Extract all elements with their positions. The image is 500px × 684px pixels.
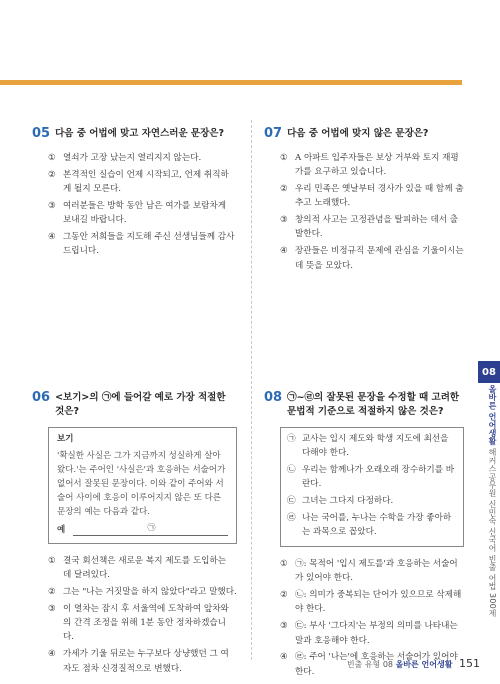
column-divider (251, 120, 253, 660)
option-mark: ③ (48, 603, 56, 614)
page-number: 151 (459, 657, 480, 670)
option-text: 결국 회선책은 새로운 복지 제도를 도입하는 데 달려있다. (63, 556, 227, 581)
question-text: <보기>의 ㉠에 들어갈 예로 가장 적절한 것은? (55, 392, 226, 417)
option-text: 우리 민족은 옛날부터 경사가 있을 때 함께 춤추고 노래했다. (295, 184, 464, 209)
option-text: ㉡: 의미가 중복되는 단어가 있으므로 삭제해야 한다. (295, 590, 462, 615)
option-text: 그동안 저희들을 지도해 주신 선생님들께 감사드립니다. (63, 231, 235, 257)
page-footer (347, 657, 480, 670)
question-number: 05 (32, 126, 51, 141)
question-text: ㉠~㉣의 잘못된 문장을 수정할 때 고려한 문법적 기준으로 적절하지 않은 것은? (287, 392, 460, 417)
question-header (32, 390, 237, 419)
side-subtitle: 해커스공무원 신민숙 신국어 빈출 어법 300제 (488, 448, 497, 618)
option-list (48, 151, 237, 259)
example-box-body: '확실한 사실은 그가 지금까지 성실하게 살아왔다.'는 주어인 '사실은'과 호응하는 서술어가 없어서 잘못된 문장이다. 이와 같이 주어와 서술어 사이에 호응이 이루어지지 않은 또 다른 문장의 예는 다음과 같다. (57, 451, 226, 517)
option-item[interactable] (280, 244, 464, 273)
side-chapter-label (480, 385, 498, 618)
sentence-box (280, 427, 464, 547)
question-07 (264, 126, 464, 275)
option-text: 이 열차는 잠시 후 서울역에 도착하여 앞차와의 간격 조정을 위해 1분 동안 정차하겠습니다. (63, 603, 229, 643)
option-text: ㉣: 주어 '나는'에 호응하는 서술어가 있어야 한다. (295, 652, 458, 677)
option-mark: ④ (48, 649, 56, 660)
question-header (32, 126, 237, 141)
option-text: 열쇠가 고장 났는지 열리지지 않는다. (63, 153, 202, 163)
option-item[interactable] (280, 588, 464, 617)
top-accent-bar (0, 80, 462, 85)
option-item[interactable] (48, 199, 237, 228)
box-item-mark: ㉢ (287, 496, 296, 507)
box-item-text: 그녀는 그다지 다정하다. (302, 496, 394, 507)
option-mark: ③ (280, 215, 288, 226)
option-mark: ③ (280, 621, 288, 632)
option-mark: ② (280, 184, 288, 195)
blank-mark: ㉠ (147, 523, 156, 532)
option-text: 가세가 기울 뒤로는 누구보다 상냥했던 그 여자도 점차 신경질적으로 변했다. (63, 649, 229, 674)
option-mark: ④ (280, 246, 288, 257)
option-mark: ① (280, 559, 288, 570)
option-item[interactable] (48, 602, 237, 645)
question-text: 다음 중 어법에 맞지 않은 문장은? (287, 128, 429, 139)
option-item[interactable] (48, 647, 237, 676)
option-item[interactable] (280, 557, 464, 586)
question-number: 06 (32, 390, 51, 405)
example-box-title: 보기 (57, 434, 74, 444)
option-mark: ④ (280, 652, 288, 663)
option-mark: ④ (48, 231, 56, 242)
option-item[interactable] (48, 230, 237, 259)
question-header (264, 126, 464, 141)
example-blank-row (57, 523, 228, 537)
box-item (287, 432, 457, 461)
option-list (48, 554, 237, 676)
box-item-text: 우리는 함께나가 오래오래 장수하기를 바란다. (302, 465, 455, 490)
option-text: 본격적인 실습이 언제 시작되고, 언제 취직하게 될지 모른다. (63, 169, 229, 195)
option-mark: ③ (48, 200, 56, 211)
option-item[interactable] (48, 554, 237, 583)
box-item-mark: ㉡ (287, 465, 296, 476)
option-list (280, 151, 464, 273)
blank-line (73, 524, 228, 536)
box-item-text: 나는 국어를, 누나는 수학을 가장 좋아하는 과목으로 꼽았다. (302, 512, 452, 538)
side-category: 올바른 언어생활 (488, 385, 497, 446)
option-item[interactable] (280, 151, 464, 180)
option-text: ㉠: 목적어 '입시 제도를'과 호응하는 서술어가 있어야 한다. (295, 559, 458, 584)
option-text: A 아파트 입주자들은 보상 거부와 토지 재평가를 요구하고 있습니다. (295, 153, 459, 178)
box-item-mark: ㉣ (287, 512, 296, 523)
option-item[interactable] (48, 151, 237, 165)
example-label: 예 (57, 525, 66, 535)
question-text: 다음 중 어법에 맞고 자연스러운 문장은? (55, 128, 224, 139)
side-chapter-tab: 08 (478, 361, 500, 383)
footer-chapter-title: 올바른 언어생활 (395, 660, 453, 669)
question-number: 08 (264, 390, 283, 405)
question-05 (32, 126, 237, 261)
box-item (287, 463, 457, 492)
option-item[interactable] (280, 182, 464, 211)
option-item[interactable] (48, 168, 237, 197)
question-number: 07 (264, 126, 283, 141)
option-text: 창의적 사고는 고정관념을 탈피하는 데서 출발한다. (295, 215, 459, 240)
option-text: 그는 "나는 거짓말을 하지 않았다"라고 말했다. (63, 587, 237, 598)
box-item-text: 교사는 입시 제도와 학생 지도에 최선을 다해야 한다. (302, 434, 449, 459)
box-item-mark: ㉠ (287, 434, 296, 444)
question-08 (264, 390, 464, 681)
option-item[interactable] (280, 213, 464, 242)
option-text: ㉢: 부사 '그다지'는 부정의 의미를 나타내는 말과 호응해야 한다. (295, 621, 458, 646)
question-06 (32, 390, 237, 678)
option-item[interactable] (280, 619, 464, 648)
option-mark: ① (48, 556, 56, 566)
option-text: 장관들은 비정규직 문제에 관심을 기울이시는 데 뜻을 모았다. (295, 246, 464, 271)
option-mark: ② (48, 169, 56, 180)
option-mark: ① (280, 153, 288, 163)
example-box (48, 427, 237, 544)
question-header (264, 390, 464, 419)
option-mark: ② (280, 590, 288, 601)
option-item[interactable] (48, 585, 237, 599)
option-mark: ① (48, 153, 56, 163)
option-mark: ② (48, 587, 56, 598)
box-item (287, 511, 457, 540)
box-item (287, 494, 457, 508)
option-text: 여러분들은 방학 동안 남은 여가를 보람차게 보내길 바랍니다. (63, 200, 227, 226)
footer-chapter: 빈출 유형 08 (346, 660, 394, 669)
